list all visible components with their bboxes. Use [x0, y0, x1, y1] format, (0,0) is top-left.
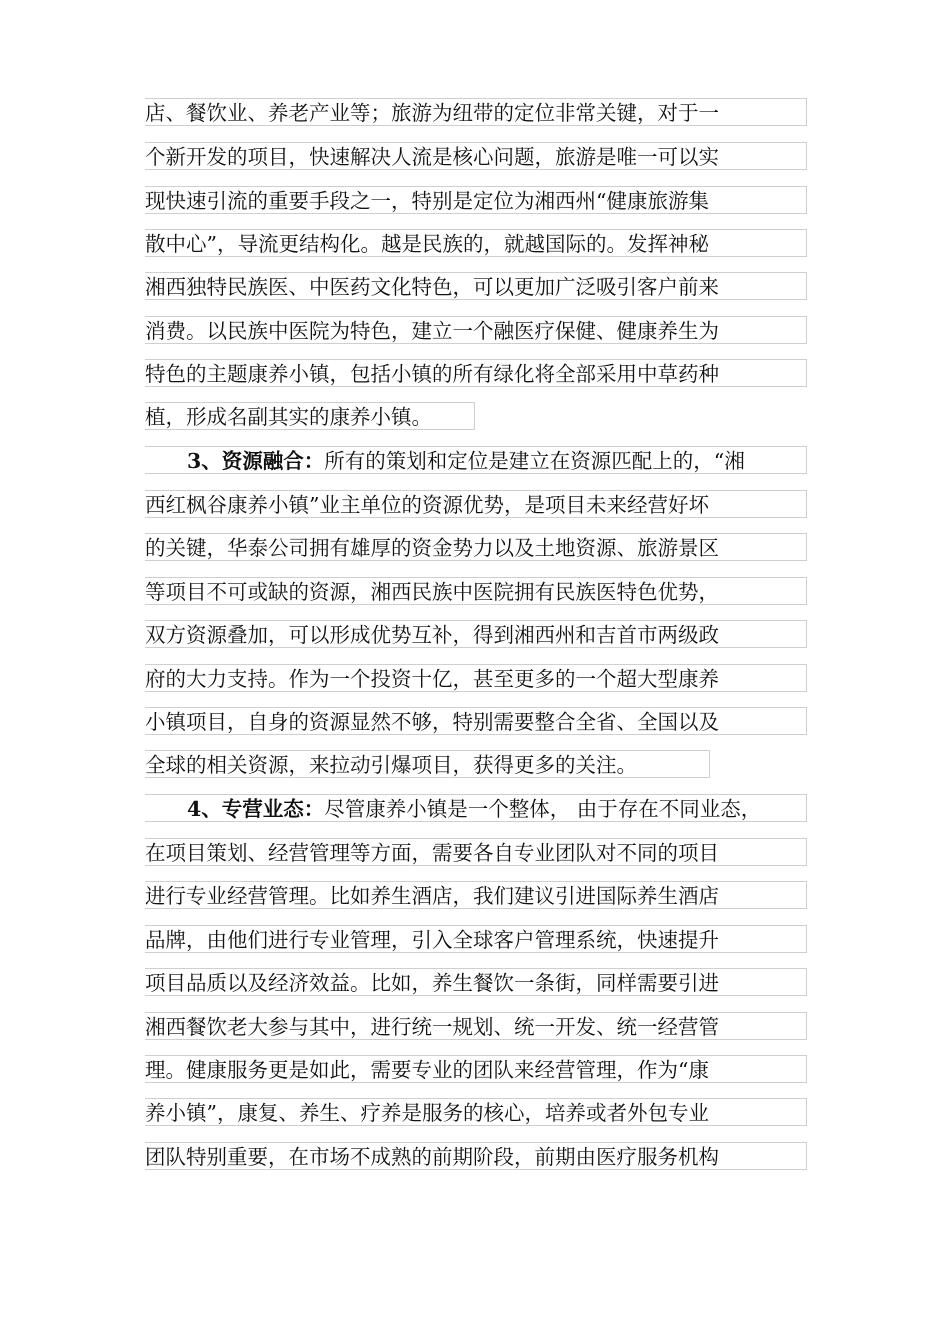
text-line	[145, 142, 807, 170]
text-line	[145, 98, 807, 126]
line-text: 所有的策划和定位是建立在资源匹配上的，“湘	[324, 449, 745, 473]
line-text: 等项目不可或缺的资源，湘西民族中医院拥有民族医特色优势，	[145, 580, 719, 604]
text-line	[145, 1142, 807, 1170]
text-line	[145, 620, 807, 648]
text-line	[145, 229, 807, 257]
line-text: 府的大力支持。作为一个投资十亿，甚至更多的一个超大型康养	[145, 667, 719, 691]
text-line	[145, 968, 807, 996]
text-line	[145, 664, 807, 692]
line-text: 理。健康服务更是如此，需要专业的团队来经营管理，作为“康	[145, 1058, 709, 1082]
section-heading: 4、专营业态：	[187, 797, 325, 821]
line-text: 项目品质以及经济效益。比如，养生餐饮一条街，同样需要引进	[145, 971, 719, 995]
text-line	[145, 316, 807, 344]
line-text: 店、餐饮业、养老产业等；旅游为纽带的定位非常关键，对于一	[145, 101, 719, 125]
line-text: 散中心”，导流更结构化。越是民族的，就越国际的。发挥神秘	[145, 232, 709, 256]
line-text: 植，形成名副其实的康养小镇。	[145, 405, 432, 429]
text-line	[145, 533, 807, 561]
line-text: 品牌，由他们进行专业管理，引入全球客户管理系统，快速提升	[145, 928, 719, 952]
line-text: 的关键，华泰公司拥有雄厚的资金势力以及土地资源、旅游景区	[145, 536, 719, 560]
text-line	[145, 186, 807, 214]
text-line	[145, 577, 807, 605]
line-text: 双方资源叠加，可以形成优势互补，得到湘西州和吉首市两级政	[145, 623, 719, 647]
section-heading-line	[145, 794, 807, 822]
line-text: 湘西独特民族医、中医药文化特色，可以更加广泛吸引客户前来	[145, 275, 719, 299]
line-text: 特色的主题康养小镇，包括小镇的所有绿化将全部采用中草药种	[145, 362, 719, 386]
text-line	[145, 272, 807, 300]
text-line	[145, 707, 807, 735]
line-text: 西红枫谷康养小镇”业主单位的资源优势，是项目未来经营好坏	[145, 493, 709, 517]
line-text: 湘西餐饮老大参与其中，进行统一规划、统一开发、统一经营管	[145, 1015, 719, 1039]
line-text: 消费。以民族中医院为特色，建立一个融医疗保健、健康养生为	[145, 319, 719, 343]
text-line	[145, 1098, 807, 1126]
text-line	[145, 1055, 807, 1083]
line-text: 个新开发的项目，快速解决人流是核心问题，旅游是唯一可以实	[145, 145, 719, 169]
line-text: 小镇项目，自身的资源显然不够，特别需要整合全省、全国以及	[145, 710, 719, 734]
section-heading: 3、资源融合：	[187, 449, 325, 473]
line-text: 进行专业经营管理。比如养生酒店，我们建议引进国际养生酒店	[145, 884, 719, 908]
line-text: 养小镇”，康复、养生、疗养是服务的核心，培养或者外包专业	[145, 1101, 709, 1125]
line-text: 现快速引流的重要手段之一，特别是定位为湘西州“健康旅游集	[145, 189, 709, 213]
section-heading-line	[145, 446, 807, 474]
line-text: 团队特别重要，在市场不成熟的前期阶段，前期由医疗服务机构	[145, 1145, 719, 1169]
line-text: 在项目策划、经营管理等方面，需要各自专业团队对不同的项目	[145, 841, 719, 865]
text-line	[145, 838, 807, 866]
text-line	[145, 402, 475, 430]
text-line	[145, 1012, 807, 1040]
text-line	[145, 490, 807, 518]
text-line	[145, 750, 710, 778]
text-line	[145, 925, 807, 953]
text-line	[145, 359, 807, 387]
line-text: 全球的相关资源，来拉动引爆项目，获得更多的关注。	[145, 753, 637, 777]
text-line	[145, 881, 807, 909]
line-text: 尽管康养小镇是一个整体， 由于存在不同业态，	[324, 797, 762, 821]
